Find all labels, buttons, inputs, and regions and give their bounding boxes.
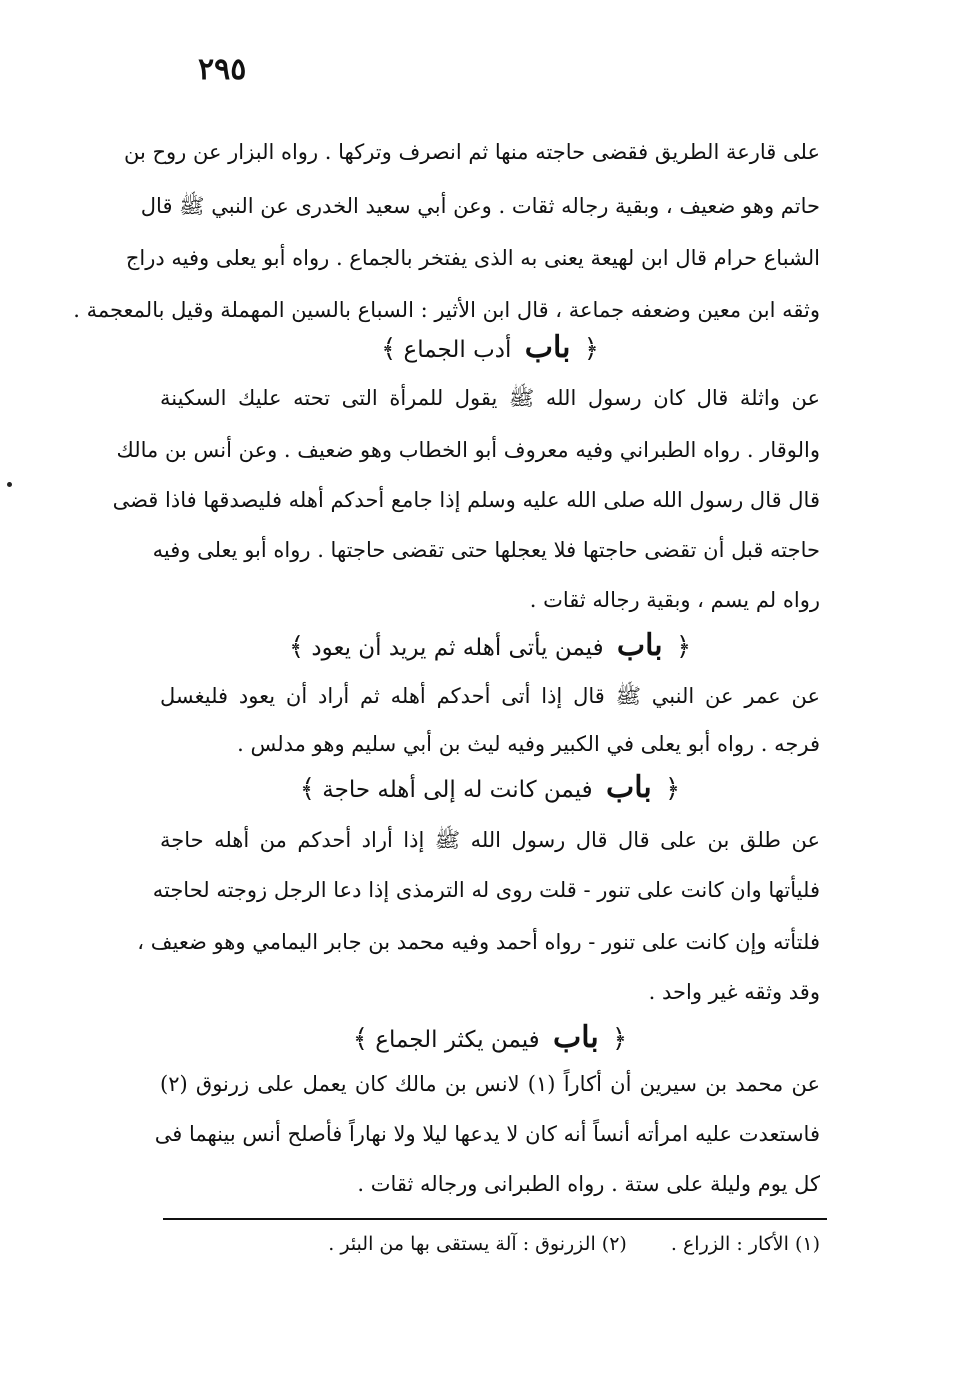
text-line: عن واثلة قال كان رسول الله ﷺ يقول للمرأة التى تحته عليك السكينة: [160, 386, 820, 410]
text-line: رواه لم يسم ، وبقية رجاله ثقات .: [529, 588, 820, 612]
heading-bracket-open: ﴿: [583, 334, 599, 364]
footnote-divider: [163, 1218, 827, 1220]
heading-bab-word: باب: [616, 628, 663, 663]
text-line: عن عمر عن النبي ﷺ قال إذا أتى أحدكم أهله ثم أراد أن يعود فليغسل: [160, 684, 820, 708]
heading-bracket-close: ﴾: [352, 1024, 368, 1054]
text-line: فليأتها وان كانت على تنور - قلت روى له الترمذى إذا دعا الرجل زوجته لحاجته: [152, 878, 820, 902]
heading-title: فيمن يأتى أهله ثم يريد أن يعود: [311, 635, 604, 661]
footnote: (١) الأكار : الزراع .: [670, 1233, 820, 1255]
text-line: حاجته قبل أن تقضى حاجتها فلا يعجلها حتى تقضى حاجتها . رواه أبو يعلى وفيه: [152, 538, 820, 562]
text-line: وثقه ابن معين وضعفه جماعة ، قال ابن الأثير : السباع بالسين المهملة وقيل بالمعجمة .: [73, 298, 820, 322]
text-line: فرجه . رواه أبو يعلى في الكبير وفيه ليث بن أبي سليم وهو مدلس .: [237, 732, 820, 756]
page-number: ٢٩٥: [198, 52, 247, 87]
heading-bracket-open: ﴿: [665, 774, 681, 804]
heading-bab-word: باب: [605, 770, 652, 805]
heading-bracket-open: ﴿: [612, 1024, 628, 1054]
heading-bracket-close: ﴾: [288, 632, 305, 662]
text-line: على قارعة الطريق فقضى حاجته منها ثم انصرف وتركها . رواه البزار عن روح بن: [123, 140, 820, 164]
scan-speck: [7, 482, 12, 487]
text-line: وقد وثقه غير واحد .: [648, 980, 820, 1004]
heading-bab-word: باب: [552, 1020, 599, 1055]
heading-bracket-open: ﴿: [675, 632, 692, 662]
heading-bab-word: باب: [524, 330, 571, 365]
text-line: والوقار . رواه الطبراني وفيه معروف أبو الخطاب وهو ضعيف . وعن أنس بن مالك: [116, 438, 820, 462]
heading-bracket-close: ﴾: [299, 774, 315, 804]
text-line: فلتأته وإن كانت على تنور - رواه أحمد وفيه محمد بن جابر اليمامي وهو ضعيف ،: [137, 930, 820, 954]
footnote: (٢) الزرنوق : آلة يستقى بها من البئر .: [328, 1233, 627, 1255]
heading-title: فيمن يكثر الجماع: [375, 1027, 540, 1053]
text-line: عن محمد بن سيرين أن أكاراً (١) لانس بن مالك كان يعمل على زرنوق (٢): [160, 1072, 820, 1096]
section-heading: [160, 766, 820, 810]
text-line: عن طلق بن على قال قال رسول الله ﷺ إذا أراد أحدكم من أهله حاجة: [160, 828, 820, 852]
heading-title: أدب الجماع: [403, 337, 512, 363]
text-line: حاتم وهو ضعيف ، وبقية رجاله ثقات . وعن أبي سعيد الخدرى عن النبي ﷺ قال: [140, 194, 820, 218]
footnotes: [160, 1226, 820, 1262]
text-line: قال قال رسول الله صلى الله عليه وسلم إذا جامع أحدكم أهله فليصدقها فاذا قضى: [112, 488, 820, 512]
text-line: كل يوم وليلة على ستة . رواه الطبرانى ورجاله ثقات .: [357, 1172, 820, 1196]
text-line: فاستعدت عليه امرأته أنساً أنه كان لا يدعها ليلا ولا نهاراً فأصلح أنس بينهما فى: [154, 1122, 820, 1146]
section-heading: [160, 624, 820, 668]
section-heading: [160, 326, 820, 370]
heading-bracket-close: ﴾: [380, 334, 397, 364]
heading-title: فيمن كانت له إلى أهله حاجة: [322, 777, 593, 803]
section-heading: [160, 1016, 820, 1060]
text-line: الشباع حرام قال ابن لهيعة يعنى به الذى يفتخر بالجماع . رواه أبو يعلى وفيه دراج: [125, 246, 820, 270]
